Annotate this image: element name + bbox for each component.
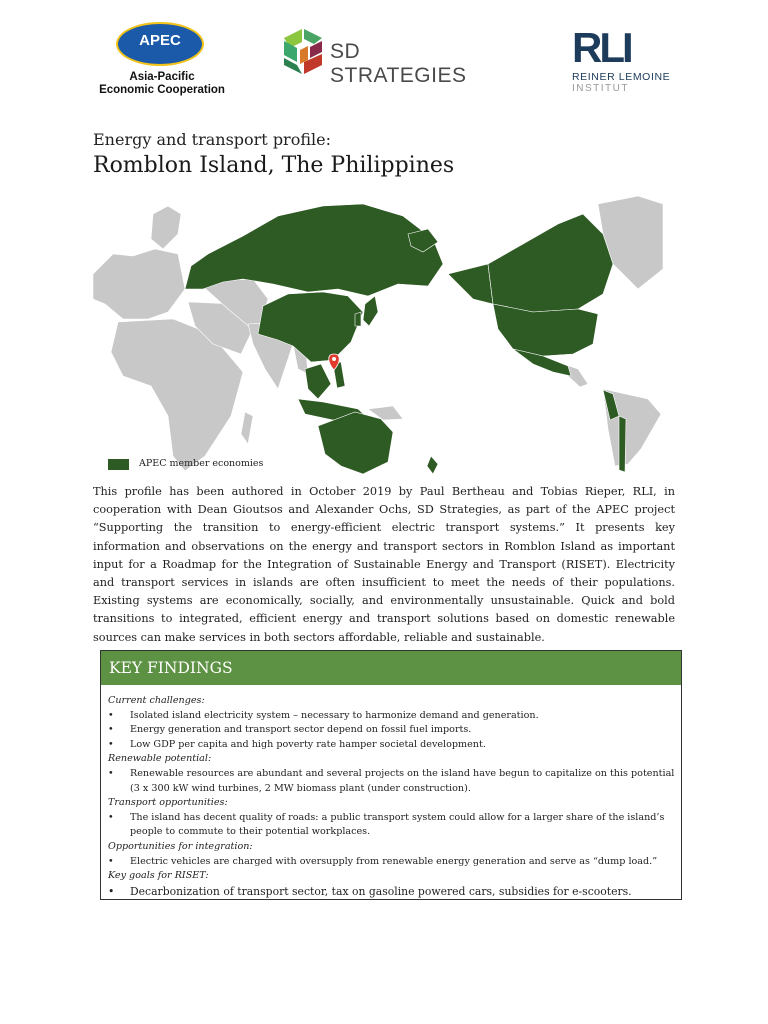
- new-zealand-region: [427, 456, 438, 474]
- finding-item: • Energy generation and transport sector depend on fossil fuel imports.: [108, 723, 676, 738]
- key-findings-header: [101, 651, 681, 685]
- rli-logo-mark: RLI: [572, 24, 631, 71]
- sd-strategies-name: SD STRATEGIES: [330, 40, 467, 87]
- legend-swatch: [108, 459, 129, 470]
- rli-logo-line2: INSTITUT: [572, 83, 629, 94]
- sd-cube-icon: [280, 28, 326, 76]
- usa-region: [493, 304, 598, 356]
- rli-logo: [570, 26, 680, 98]
- apec-logo-mark: APEC: [139, 32, 181, 49]
- logo-bar: [0, 0, 768, 110]
- finding-item: • Electric vehicles are charged with oversupply from renewable energy generation and serve as “dump load.”: [108, 855, 676, 870]
- apec-logo-line1: Asia-Pacific: [129, 71, 195, 83]
- apec-logo: [92, 20, 232, 98]
- southeast-asia-region: [305, 364, 331, 399]
- canada-region: [488, 214, 613, 312]
- key-findings-body: [108, 694, 676, 900]
- findings-category: Renewable potential:: [108, 753, 212, 765]
- profile-subtitle: Energy and transport profile:: [93, 130, 331, 149]
- europe-region: [93, 249, 185, 319]
- findings-category: Current challenges:: [108, 695, 205, 706]
- sd-strategies-logo: [280, 28, 490, 87]
- finding-item: • The island has decent quality of roads: a public transport system could allow for a larger share of the island’s people to commute to their potential workplaces.: [108, 811, 676, 840]
- intro-paragraph: This profile has been authored in October 2019 by Paul Bertheau and Tobias Rieper, RLI, in cooperation with Dean Gioutsos and Alexander Ochs, SD Strategies, as part of the APEC project “Supporting the transition to energy-efficient electric transport systems.” It presents key information and observations on the energy and transport sectors in Romblon Island as important input for a Roadmap for the Integration of Sustainable Energy and Transport (RISET). Electricity and transport services in islands are often insufficient to meet the needs of their populations. Existing systems are economically, socially, and environmentally unsustainable. Quick and bold transitions to integrated, efficient energy and transport solutions based on domestic renewable sources can make services in both sectors affordable, reliable and sustainable.: [93, 485, 675, 644]
- finding-item: • Low GDP per capita and high poverty rate hamper societal development.: [108, 738, 676, 753]
- alaska-region: [448, 264, 493, 304]
- findings-category: Opportunities for integration:: [108, 840, 253, 852]
- key-findings-box: [100, 650, 682, 900]
- apec-world-map: [93, 194, 663, 479]
- finding-item: • Renewable resources are abundant and several projects on the island have begun to capitalize on this potential (3 x 300 kW wind turbines, 2 MW biomass plant (under construction).: [108, 767, 676, 796]
- apec-member-regions: [185, 204, 626, 474]
- key-findings-title: KEY FINDINGS: [109, 659, 233, 677]
- rli-logo-line1: REINER LEMOINE: [572, 71, 671, 83]
- apec-logo-line2: Economic Cooperation: [99, 84, 225, 96]
- australia-region: [318, 412, 393, 474]
- scandinavia-region: [151, 206, 181, 249]
- madagascar-region: [241, 412, 253, 444]
- findings-category: Key goals for RISET:: [108, 870, 209, 882]
- chile-region: [619, 416, 626, 472]
- finding-item: • Decarbonization of transport sector, tax on gasoline powered cars, subsidies for e-scooters.: [108, 884, 676, 900]
- korea-region: [355, 312, 361, 326]
- findings-category: Transport opportunities:: [108, 797, 228, 809]
- japan-region: [363, 296, 378, 326]
- legend-label: APEC member economies: [139, 458, 264, 469]
- finding-item: • Isolated island electricity system – necessary to harmonize demand and generation.: [108, 709, 676, 724]
- page-title: Romblon Island, The Philippines: [93, 153, 455, 178]
